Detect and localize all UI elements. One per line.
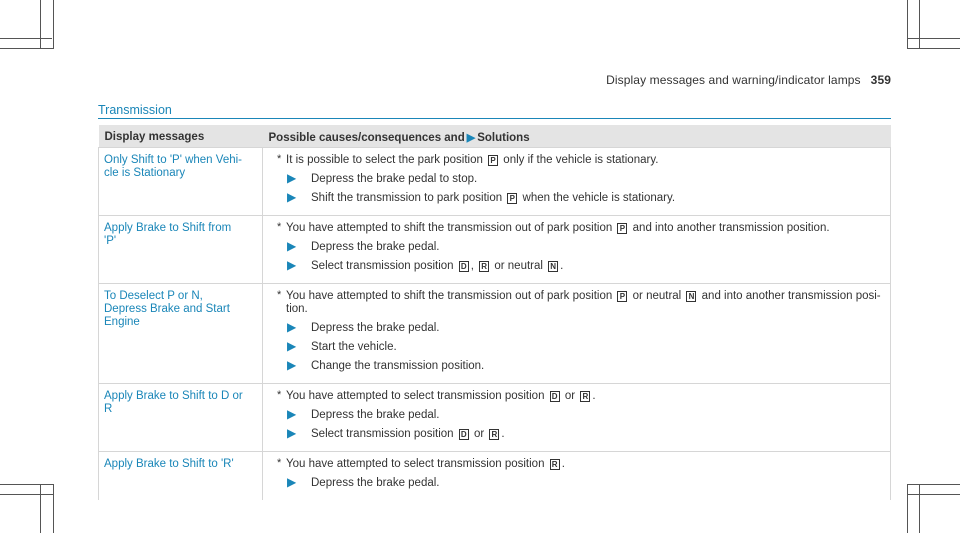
solution-step [274, 409, 882, 422]
solutions-label: Solutions [477, 131, 530, 144]
step-text: Shift the transmission to park position [311, 192, 503, 204]
causes-label: Possible causes/consequences and [268, 131, 465, 144]
step-text: Start the vehicle. [311, 341, 397, 353]
table-header-row [99, 125, 891, 148]
gear-n-icon: N [686, 291, 696, 302]
message-text: To Deselect P or N, [104, 290, 203, 302]
play-arrow-icon: ▶ [287, 407, 297, 421]
table-row [99, 216, 891, 284]
play-arrow-icon: ▶ [287, 239, 297, 253]
header-title: Display messages and warning/indicator lamps [606, 73, 861, 87]
solution-cell [263, 452, 891, 501]
crop-mark [907, 484, 960, 485]
cause-part: or [564, 390, 576, 402]
section-title: Transmission [98, 103, 172, 117]
solution-step [274, 477, 882, 490]
solution-step [274, 173, 882, 186]
gear-d-icon: D [459, 261, 469, 272]
message-text: 'P' [104, 235, 117, 247]
crop-mark [0, 48, 54, 49]
cause-part: . [592, 390, 596, 402]
gear-p-icon: P [488, 155, 498, 166]
crop-mark [907, 494, 960, 495]
message-text: Engine [104, 316, 140, 328]
gear-r-icon: R [580, 391, 590, 402]
step-text: when the vehicle is stationary. [522, 192, 676, 204]
play-arrow-icon: ▶ [287, 190, 297, 204]
step-text: Depress the brake pedal. [311, 322, 440, 334]
column-header-messages: Display messages [99, 125, 263, 148]
asterisk-icon: * [277, 457, 282, 469]
gear-d-icon: D [550, 391, 560, 402]
asterisk-icon: * [277, 153, 282, 165]
page-header [606, 73, 891, 87]
solution-cell [263, 148, 891, 216]
gear-p-icon: P [507, 193, 517, 204]
column-header-causes [263, 125, 891, 148]
message-text: cle is Stationary [104, 167, 186, 179]
asterisk-icon: * [277, 389, 282, 401]
cause-text [274, 154, 882, 167]
message-cell [99, 452, 263, 501]
crop-mark [919, 0, 920, 48]
cause-text [274, 222, 882, 235]
message-text: R [104, 403, 113, 415]
solution-step [274, 322, 882, 335]
message-cell [99, 216, 263, 284]
crop-mark [53, 485, 54, 533]
message-text: Apply Brake to Shift to 'R' [104, 458, 234, 470]
message-text: Apply Brake to Shift from [104, 222, 232, 234]
table-row [99, 384, 891, 452]
asterisk-icon: * [277, 289, 282, 301]
crop-mark [907, 48, 960, 49]
play-arrow-icon: ▶ [287, 171, 297, 185]
cause-part: and into another transmission position. [632, 222, 830, 234]
message-text: Only Shift to 'P' when Vehi- [104, 154, 242, 166]
cause-text [274, 458, 882, 471]
gear-d-icon: D [459, 429, 469, 440]
step-text: Depress the brake pedal. [311, 241, 440, 253]
table-row [99, 148, 891, 216]
cause-part: You have attempted to shift the transmission out of park position [286, 222, 613, 234]
cause-part: and into another transmission posi- [701, 290, 881, 302]
cause-part: or neutral [632, 290, 682, 302]
message-cell [99, 148, 263, 216]
message-text: Apply Brake to Shift to D or [104, 390, 243, 402]
cause-text [274, 290, 882, 316]
play-arrow-icon: ▶ [287, 320, 297, 334]
solution-cell [263, 284, 891, 384]
play-arrow-icon: ▶ [287, 426, 297, 440]
play-arrow-icon: ▶ [287, 339, 297, 353]
play-arrow-icon: ▶ [466, 131, 476, 144]
gear-p-icon: P [617, 291, 627, 302]
step-text: or neutral [494, 260, 543, 272]
crop-mark [907, 38, 960, 39]
solution-step [274, 428, 882, 441]
step-text: Change the transmission position. [311, 360, 485, 372]
step-text: Select transmission position [311, 428, 454, 440]
table-row [99, 284, 891, 384]
gear-r-icon: R [489, 429, 499, 440]
crop-mark [40, 0, 41, 48]
step-text: Select transmission position [311, 260, 454, 272]
messages-table [98, 125, 891, 500]
crop-mark [907, 0, 908, 48]
section-rule [98, 118, 891, 119]
step-text: Depress the brake pedal. [311, 477, 440, 489]
crop-mark [40, 485, 41, 533]
crop-mark [0, 38, 52, 39]
gear-r-icon: R [550, 459, 560, 470]
table-row [99, 452, 891, 501]
cause-text [274, 390, 882, 403]
crop-mark [907, 485, 908, 533]
solution-step [274, 241, 882, 254]
message-cell [99, 284, 263, 384]
asterisk-icon: * [277, 221, 282, 233]
gear-p-icon: P [617, 223, 627, 234]
solution-step [274, 192, 882, 205]
gear-r-icon: R [479, 261, 489, 272]
step-text: or [473, 428, 485, 440]
cause-part: You have attempted to shift the transmission out of park position [286, 290, 613, 302]
step-text: . [501, 428, 505, 440]
page-number: 359 [870, 73, 891, 87]
crop-mark [0, 484, 54, 485]
message-text: Depress Brake and Start [104, 303, 230, 315]
step-text: Depress the brake pedal to stop. [311, 173, 478, 185]
solution-cell [263, 216, 891, 284]
play-arrow-icon: ▶ [287, 358, 297, 372]
cause-part: You have attempted to select transmission position [286, 458, 545, 470]
play-arrow-icon: ▶ [287, 258, 297, 272]
crop-mark [53, 0, 54, 48]
cause-part: It is possible to select the park position [286, 154, 483, 166]
cause-part: only if the vehicle is stationary. [503, 154, 659, 166]
cause-part: tion. [286, 303, 308, 315]
step-text: . [560, 260, 564, 272]
message-cell [99, 384, 263, 452]
solution-step [274, 360, 882, 373]
solution-step [274, 260, 882, 273]
cause-part: . [561, 458, 565, 470]
gear-n-icon: N [548, 261, 558, 272]
solution-step [274, 341, 882, 354]
crop-mark [919, 485, 920, 533]
cause-part: You have attempted to select transmission position [286, 390, 545, 402]
step-text: Depress the brake pedal. [311, 409, 440, 421]
solution-cell [263, 384, 891, 452]
crop-mark [0, 494, 54, 495]
step-text: , [470, 260, 474, 272]
play-arrow-icon: ▶ [287, 475, 297, 489]
